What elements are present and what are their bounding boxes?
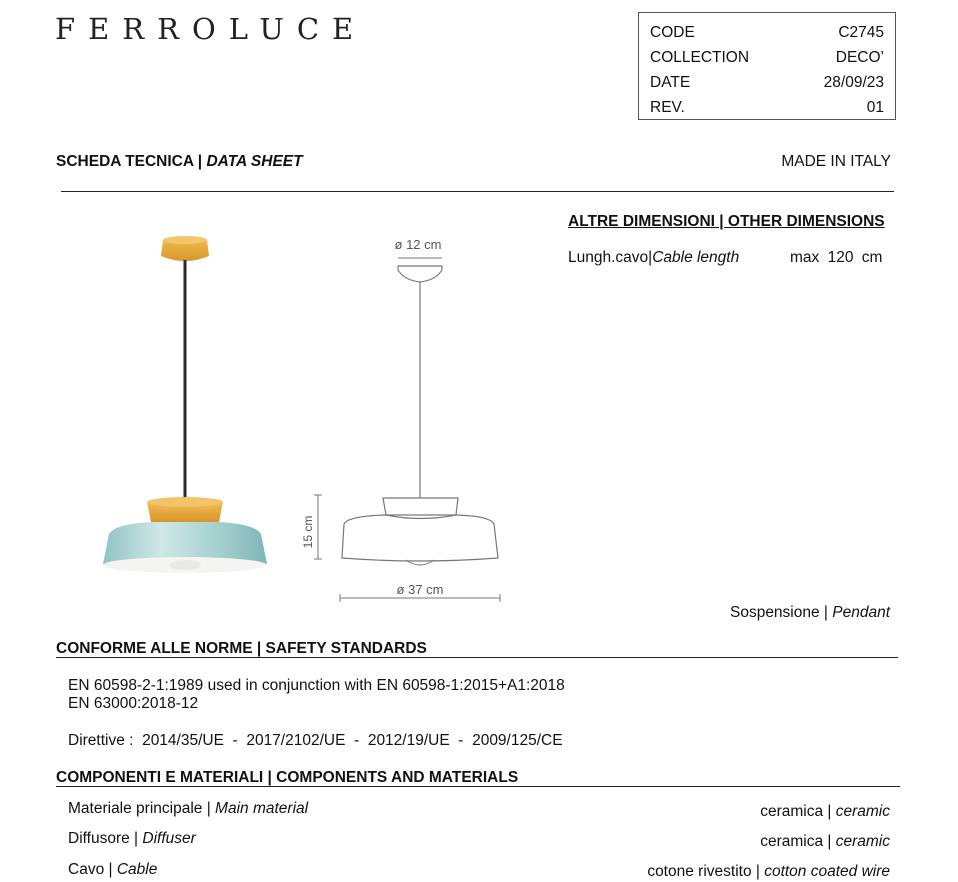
material-row-value (760, 803, 890, 821)
dimension-drawing (300, 232, 515, 607)
header-divider (61, 191, 894, 192)
material-label-it: Cavo | (68, 861, 117, 878)
made-in-label: MADE IN ITALY (781, 153, 891, 170)
info-row-date (650, 70, 884, 95)
lamp-type (730, 604, 890, 622)
safety-standards-title: CONFORME ALLE NORME | SAFETY STANDARDS (56, 640, 427, 657)
materials-divider (56, 786, 900, 787)
cable-length-label-it: Lungh.cavo| (568, 249, 653, 266)
other-dimensions-title: ALTRE DIMENSIONI | OTHER DIMENSIONS (568, 213, 885, 230)
material-value-it: ceramica | (760, 803, 836, 820)
info-date-label: DATE (650, 74, 691, 91)
materials-title: COMPONENTI E MATERIALI | COMPONENTS AND MATERIALS (56, 769, 519, 786)
material-row-value (760, 833, 890, 851)
brand-logo: FERROLUCE (55, 12, 367, 46)
info-row-rev (650, 95, 884, 120)
cable-length-label-en: Cable length (652, 249, 740, 266)
info-code-value: C2745 (838, 24, 884, 41)
top-diameter-label: ø 12 cm (394, 237, 442, 252)
product-photo (95, 232, 280, 577)
material-label-en: Main material (215, 800, 309, 817)
info-rev-value: 01 (866, 99, 884, 116)
info-rev-label: REV. (650, 99, 685, 116)
safety-line-1: EN 60598-2-1:1989 used in conjunction with EN 60598-1:2015+A1:2018 (68, 677, 565, 694)
safety-divider (56, 657, 898, 658)
info-code-label: CODE (650, 24, 695, 41)
material-value-en: cotton coated wire (764, 863, 890, 880)
lamp-type-it: Sospensione | (729, 604, 833, 621)
material-row-label (68, 861, 157, 879)
material-value-en: ceramic (835, 803, 890, 820)
info-row-collection (650, 45, 884, 70)
document-info-box (638, 12, 896, 120)
page-title (56, 153, 303, 171)
material-label-en: Diffuser (142, 830, 196, 847)
cable-length-value: max 120 cm (790, 249, 883, 266)
page-title-en: DATA SHEET (206, 153, 303, 170)
material-value-en: ceramic (835, 833, 890, 850)
page-title-it: SCHEDA TECNICA | (56, 153, 207, 170)
info-collection-value: DECO’ (835, 49, 884, 66)
material-row-value (647, 863, 890, 881)
material-label-en: Cable (116, 861, 158, 878)
info-date-value: 28/09/23 (823, 74, 884, 91)
safety-line-2: EN 63000:2018-12 (68, 695, 199, 712)
material-value-it: ceramica | (760, 833, 836, 850)
bottom-diameter-label: ø 37 cm (396, 582, 444, 597)
material-row-label (68, 830, 196, 848)
material-value-it: cotone rivestito | (647, 863, 765, 880)
cable-length-label (568, 249, 739, 267)
material-label-it: Diffusore | (68, 830, 143, 847)
height-label: 15 cm (301, 515, 315, 549)
material-row-label (68, 800, 308, 818)
material-label-it: Materiale principale | (68, 800, 216, 817)
info-collection-label: COLLECTION (650, 49, 750, 66)
lamp-type-en: Pendant (832, 604, 890, 621)
info-row-code (650, 20, 884, 45)
directives-line: Direttive : 2014/35/UE - 2017/2102/UE - 2012/19/UE - 2009/125/CE (68, 732, 563, 749)
